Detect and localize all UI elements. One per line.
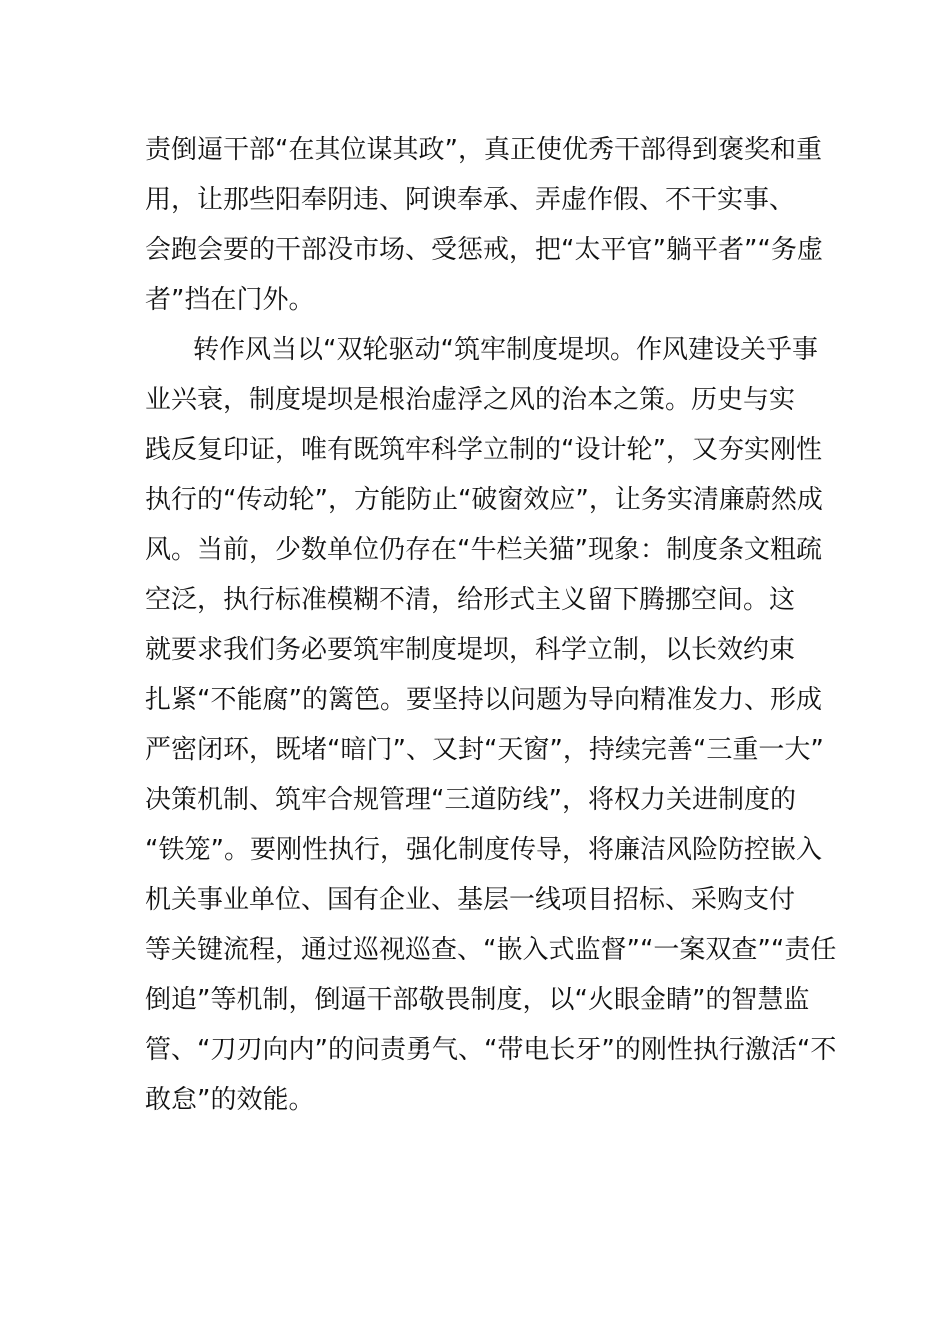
paragraph-2-line-1: 转作风当以“双轮驱动“筑牢制度堤坝。作风建设关乎事 xyxy=(193,335,818,365)
paragraph-2-line-12: 机关事业单位、国有企业、基层一线项目招标、采购支付 xyxy=(145,885,796,915)
paragraph-2-line-11: “铁笼”。要刚性执行，强化制度传导，将廉洁风险防控嵌入 xyxy=(145,835,822,865)
paragraph-2-line-15: 管、“刀刃向内”的问责勇气、“带电长牙”的刚性执行激活“不 xyxy=(145,1035,837,1065)
paragraph-2-line-9: 严密闭环，既堵“暗门”、又封“天窗”，持续完善“三重一大” xyxy=(145,735,824,765)
paragraph-2-line-16: 敢怠”的效能。 xyxy=(145,1085,315,1115)
paragraph-2-line-3: 践反复印证，唯有既筑牢科学立制的“设计轮”，又夯实刚性 xyxy=(145,435,822,465)
paragraph-2-line-7: 就要求我们务必要筑牢制度堤坝，科学立制，以长效约束 xyxy=(145,635,796,665)
paragraph-2-line-14: 倒追”等机制，倒逼干部敬畏制度，以“火眼金睛”的智慧监 xyxy=(145,985,810,1015)
paragraph-2-line-6: 空泛，执行标准模糊不清，给形式主义留下腾挪空间。这 xyxy=(145,585,796,615)
paragraph-2-line-8: 扎紧“不能腐”的篱笆。要坚持以问题为导向精准发力、形成 xyxy=(145,685,822,715)
paragraph-1-line-3: 会跑会要的干部没市场、受惩戒，把“太平官”躺平者”“务虚 xyxy=(145,235,823,265)
paragraph-2-line-4: 执行的“传动轮”，方能防止“破窗效应”，让务实清廉蔚然成 xyxy=(145,485,823,515)
paragraph-2-line-2: 业兴衰，制度堤坝是根治虚浮之风的治本之策。历史与实 xyxy=(145,385,796,415)
paragraph-2-line-13: 等关键流程，通过巡视巡查、“嵌入式监督”“一案双查”“责任 xyxy=(145,935,837,965)
paragraph-1-line-1: 责倒逼干部“在其位谋其政”，真正使优秀干部得到褒奖和重 xyxy=(145,135,822,165)
paragraph-2-line-10: 决策机制、筑牢合规管理“三道防线”，将权力关进制度的 xyxy=(145,785,796,815)
paragraph-1-line-2: 用，让那些阳奉阴违、阿谀奉承、弄虚作假、不干实事、 xyxy=(145,185,796,215)
paragraph-2-line-5: 风。当前，少数单位仍存在“牛栏关猫”现象：制度条文粗疏 xyxy=(145,535,822,565)
paragraph-1-line-4: 者”挡在门外。 xyxy=(145,285,315,315)
